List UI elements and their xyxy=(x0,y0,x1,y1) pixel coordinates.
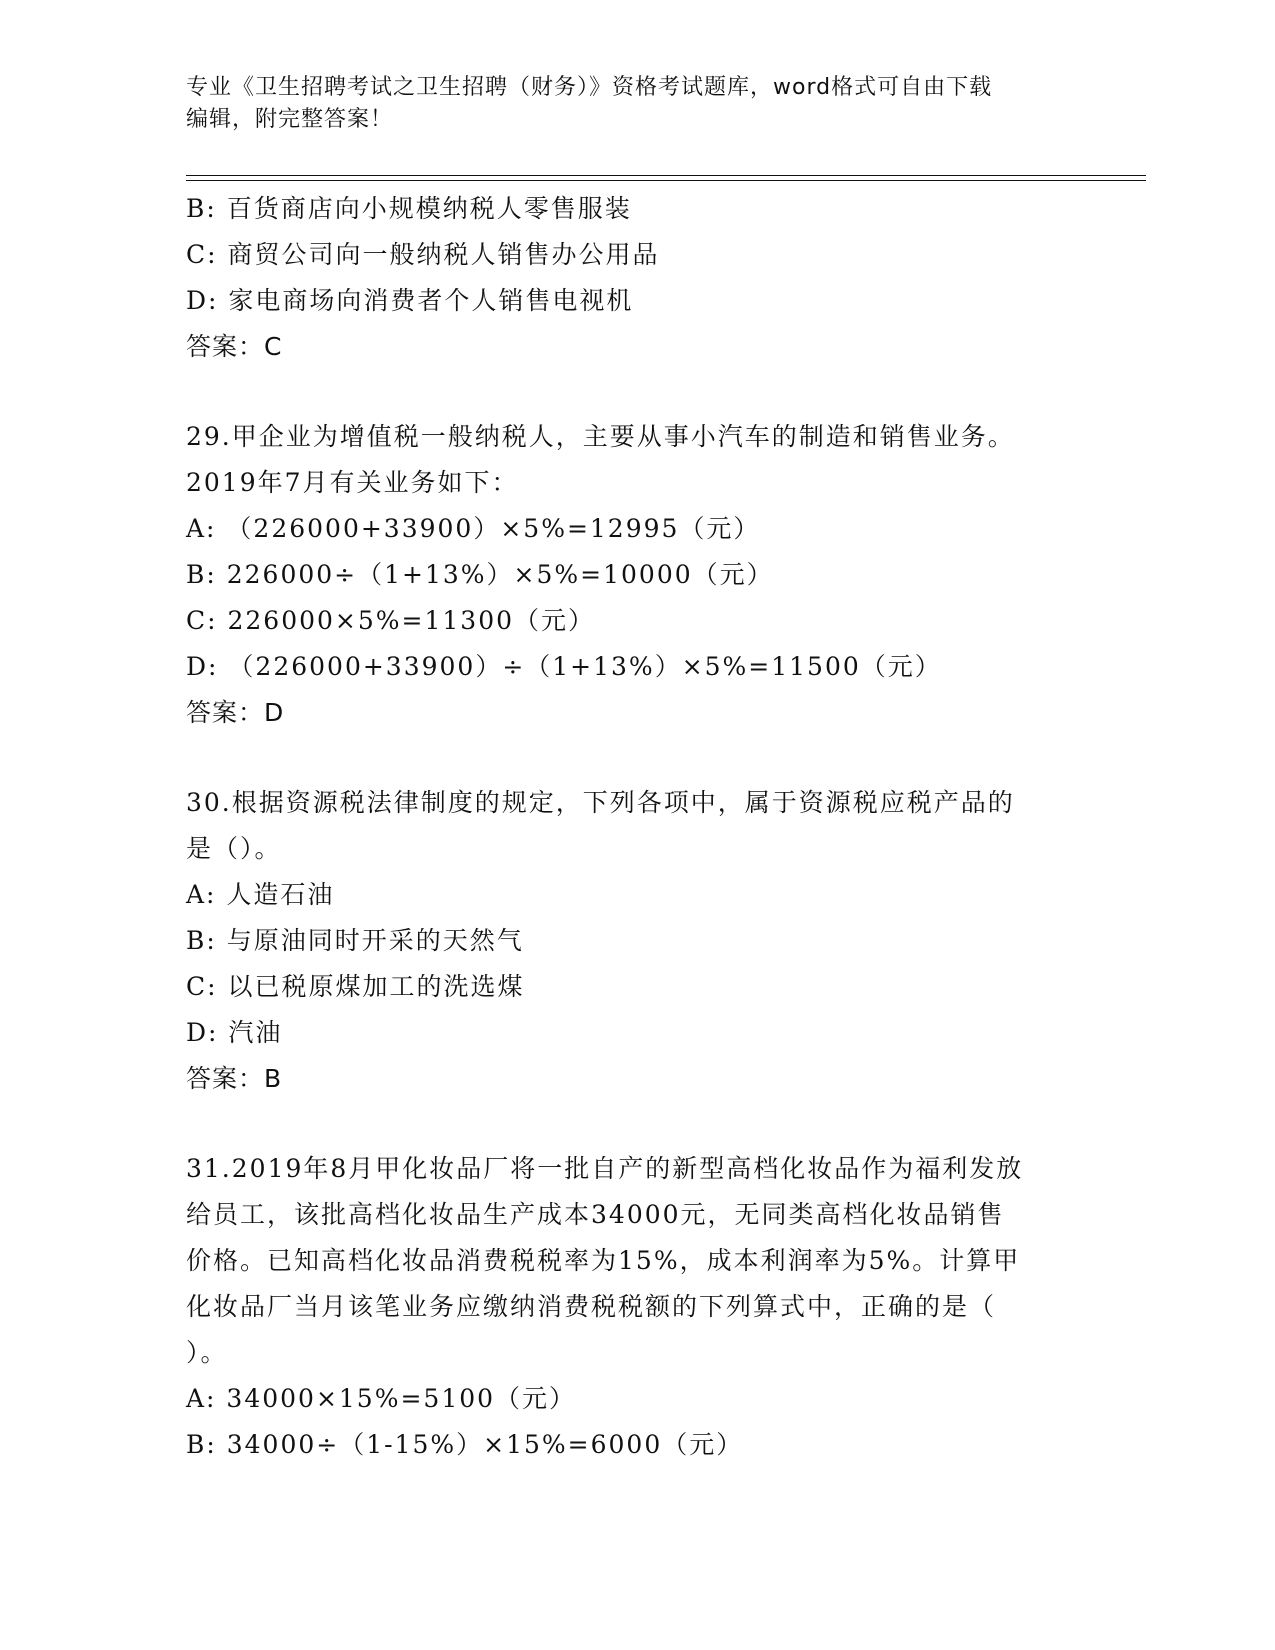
header-line-2: 编辑，附完整答案！ xyxy=(186,107,394,132)
option-b: B: 226000÷（1+13%）×5%=10000（元） xyxy=(186,560,774,589)
question-stem: 给员工，该批高档化妆品生产成本34000元，无同类高档化妆品销售 xyxy=(186,1200,1005,1229)
question-30 xyxy=(186,780,1086,1102)
document-header xyxy=(186,72,1086,136)
option-c: C: 226000×5%=11300（元） xyxy=(186,606,596,635)
question-28 xyxy=(186,186,1086,370)
option-a: A: 人造石油 xyxy=(186,880,335,909)
answer: 答案：C xyxy=(186,332,283,361)
option-c: C: 商贸公司向一般纳税人销售办公用品 xyxy=(186,240,660,269)
option-d: D: 汽油 xyxy=(186,1018,283,1047)
header-rule-top xyxy=(186,175,1146,176)
option-c: C: 以已税原煤加工的洗选煤 xyxy=(186,972,525,1001)
spacer xyxy=(186,1102,1086,1146)
question-stem: 29.甲企业为增值税一般纳税人，主要从事小汽车的制造和销售业务。 xyxy=(186,422,1015,451)
answer: 答案：D xyxy=(186,698,285,727)
option-b: B: 与原油同时开采的天然气 xyxy=(186,926,524,955)
option-b: B: 百货商店向小规模纳税人零售服装 xyxy=(186,194,632,223)
question-stem: 31.2019年8月甲化妆品厂将一批自产的新型高档化妆品作为福利发放 xyxy=(186,1154,1024,1183)
option-d: D: （226000+33900）÷（1+13%）×5%=11500（元） xyxy=(186,652,942,681)
answer: 答案：B xyxy=(186,1064,283,1093)
spacer xyxy=(186,370,1086,414)
question-stem: 价格。已知高档化妆品消费税税率为15%，成本利润率为5%。计算甲 xyxy=(186,1246,1021,1275)
question-stem: ）。 xyxy=(186,1338,228,1367)
question-stem: 30.根据资源税法律制度的规定，下列各项中，属于资源税应税产品的 xyxy=(186,788,1015,817)
spacer xyxy=(186,736,1086,780)
question-content xyxy=(186,186,1086,1468)
header-rule-bottom xyxy=(186,180,1146,181)
question-stem: 化妆品厂当月该笔业务应缴纳消费税税额的下列算式中，正确的是（ xyxy=(186,1292,997,1321)
option-a: A: （226000+33900）×5%=12995（元） xyxy=(186,514,761,543)
question-stem: 2019年7月有关业务如下： xyxy=(186,468,519,497)
question-29 xyxy=(186,414,1086,736)
option-a: A: 34000×15%=5100（元） xyxy=(186,1384,577,1413)
option-b: B: 34000÷（1-15%）×15%=6000（元） xyxy=(186,1430,744,1459)
header-line-1: 专业《卫生招聘考试之卫生招聘（财务）》资格考试题库，word格式可自由下载 xyxy=(186,75,993,100)
option-d: D: 家电商场向消费者个人销售电视机 xyxy=(186,286,634,315)
question-31 xyxy=(186,1146,1086,1468)
question-stem: 是（）。 xyxy=(186,834,282,863)
